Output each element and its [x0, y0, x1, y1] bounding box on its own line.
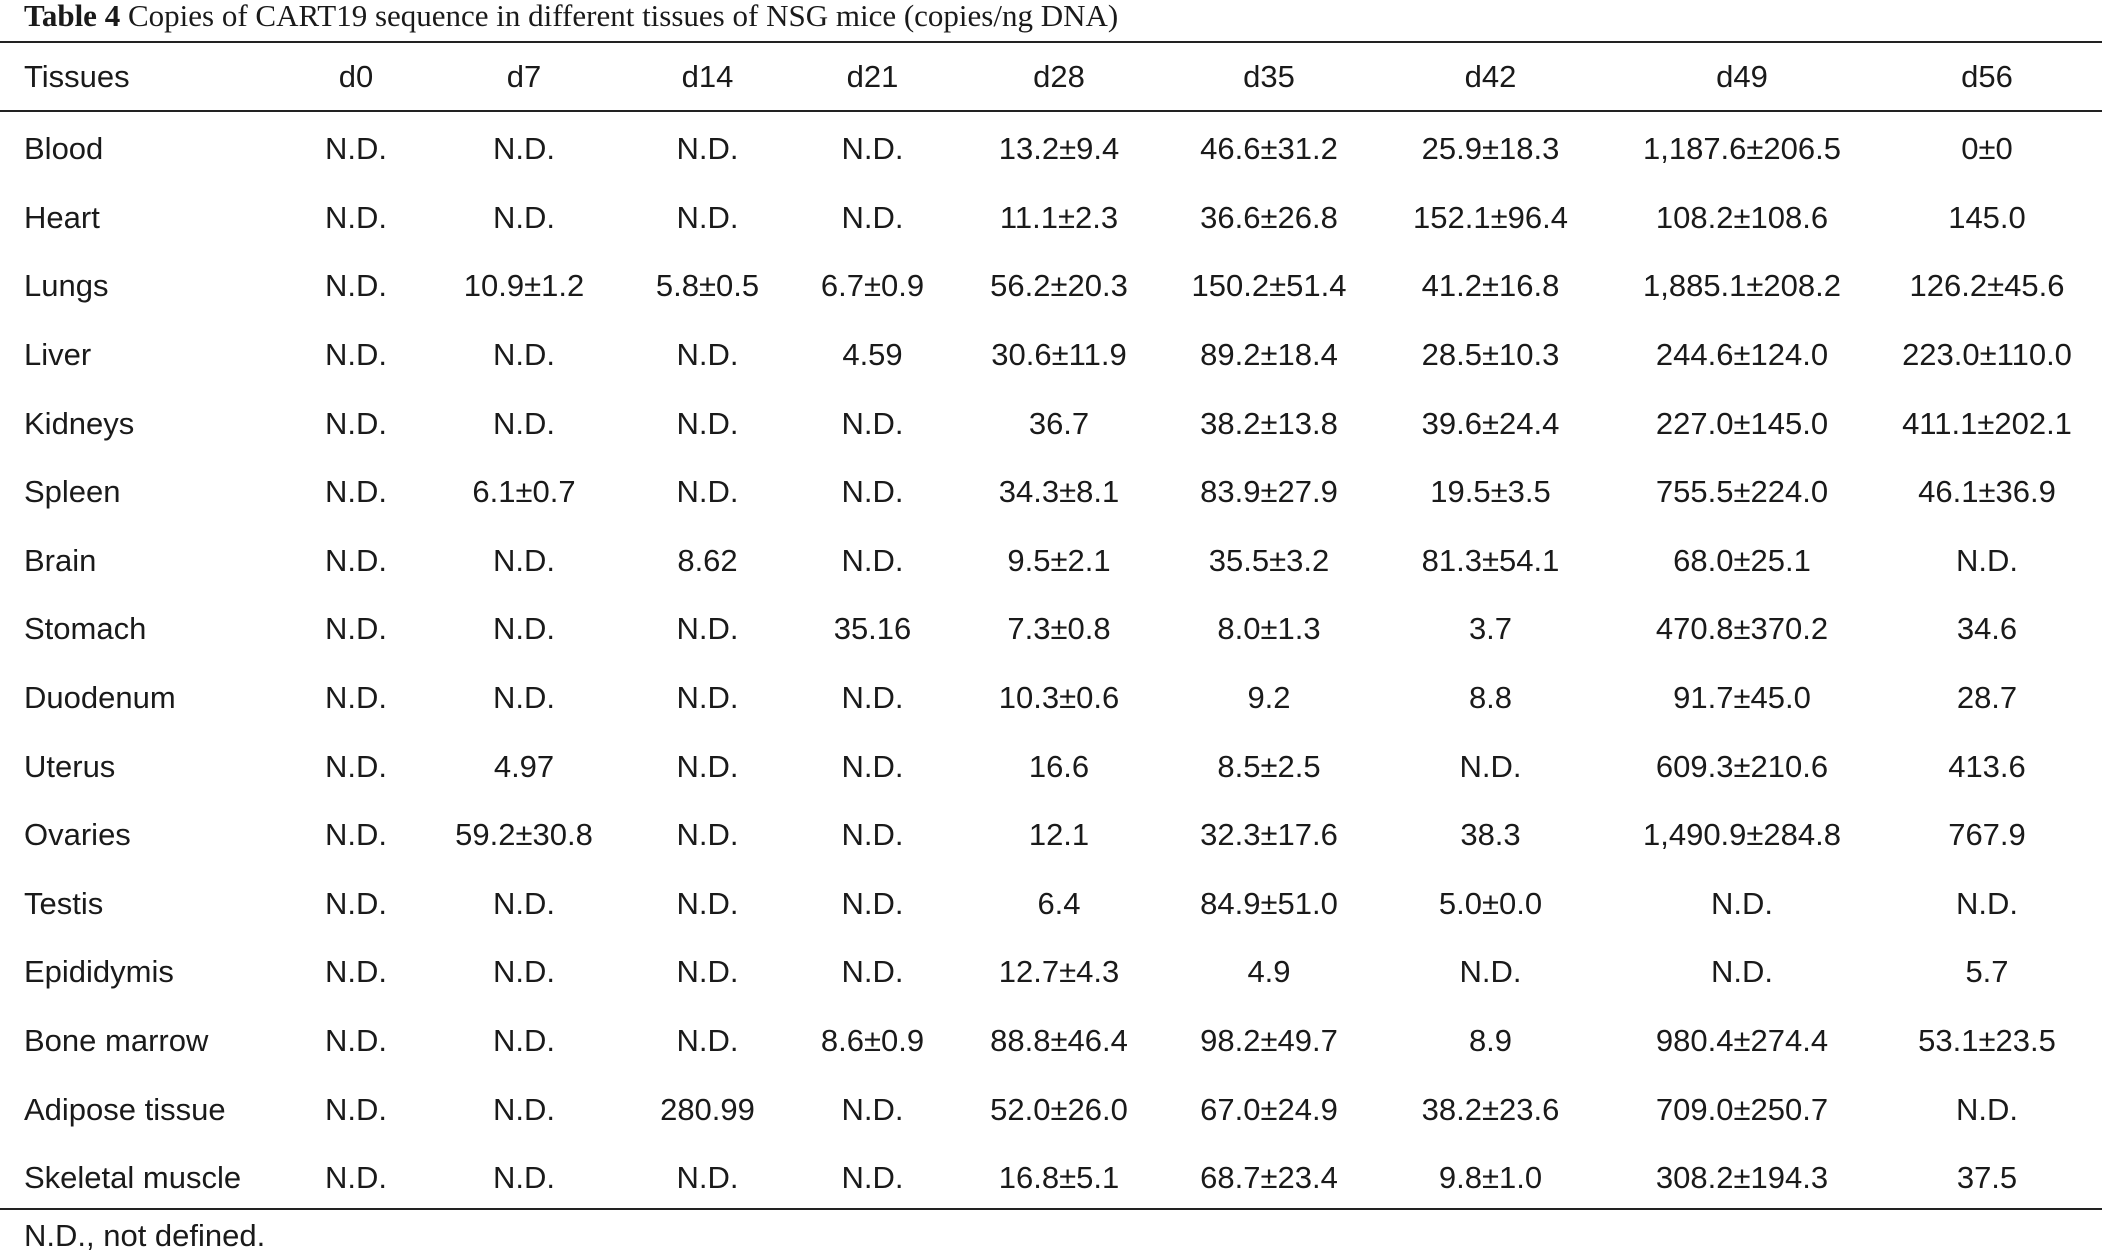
value-cell-d28: 11.1±2.3 — [999, 199, 1119, 235]
value-cell-d35: 36.6±26.8 — [1200, 199, 1338, 235]
value-cell-d0: N.D. — [325, 337, 387, 373]
value-cell-d42: 38.3 — [1460, 817, 1521, 853]
table-caption-text: Copies of CART19 sequence in different tissues of NSG mice (copies/ng DNA) — [127, 0, 1119, 33]
value-cell-d0: N.D. — [325, 748, 387, 784]
value-cell-d49: 755.5±224.0 — [1655, 474, 1829, 510]
value-cell-d28: 56.2±20.3 — [990, 268, 1128, 304]
value-cell-d35: 9.2 — [1247, 680, 1291, 716]
value-cell-d42: 41.2±16.8 — [1421, 268, 1560, 304]
value-cell-d7: N.D. — [493, 1023, 555, 1059]
value-cell-d0: N.D. — [325, 885, 387, 921]
value-cell-d14: N.D. — [676, 1160, 739, 1196]
value-cell-d35: 35.5±3.2 — [1208, 542, 1330, 578]
value-cell-d7: N.D. — [493, 1160, 555, 1196]
value-cell-d42: 28.5±10.3 — [1421, 337, 1560, 373]
value-cell-d7: N.D. — [493, 1091, 555, 1127]
value-cell-d14: N.D. — [676, 954, 739, 990]
tissue-name-cell: Lungs — [24, 268, 109, 304]
value-cell-d14: 8.62 — [677, 542, 738, 578]
table-row — [0, 115, 2102, 184]
value-cell-d14: N.D. — [676, 131, 739, 167]
tissue-name-cell: Bone marrow — [24, 1023, 209, 1059]
tissue-name-cell: Kidneys — [24, 405, 135, 441]
value-cell-d49: 108.2±108.6 — [1655, 199, 1829, 235]
value-cell-d21: N.D. — [841, 405, 904, 441]
value-cell-d21: N.D. — [841, 199, 904, 235]
value-cell-d28: 88.8±46.4 — [990, 1023, 1128, 1059]
value-cell-d14: N.D. — [676, 474, 739, 510]
table-row — [0, 458, 2102, 527]
value-cell-d0: N.D. — [325, 131, 387, 167]
value-cell-d56: 34.6 — [1956, 611, 2018, 647]
value-cell-d56: 37.5 — [1956, 1160, 2018, 1196]
table-header — [0, 42, 2102, 111]
value-cell-d56: 411.1±202.1 — [1902, 405, 2072, 441]
value-cell-d56: N.D. — [1956, 885, 2018, 921]
value-cell-d35: 98.2±49.7 — [1200, 1023, 1338, 1059]
value-cell-d21: 4.59 — [842, 337, 903, 373]
column-header-d14: d14 — [681, 58, 734, 94]
value-cell-d0: N.D. — [325, 611, 387, 647]
value-cell-d7: 10.9±1.2 — [463, 268, 585, 304]
value-cell-d28: 6.4 — [1037, 885, 1081, 921]
tissue-name-cell: Heart — [24, 199, 100, 235]
value-cell-d42: 5.0±0.0 — [1438, 885, 1543, 921]
tissue-name-cell: Stomach — [24, 611, 147, 647]
value-cell-d0: N.D. — [325, 954, 387, 990]
value-cell-d21: N.D. — [841, 954, 904, 990]
value-cell-d49: N.D. — [1711, 885, 1773, 921]
table-caption-label: Table 4 — [24, 0, 121, 33]
value-cell-d14: N.D. — [676, 199, 739, 235]
value-cell-d7: N.D. — [493, 337, 555, 373]
value-cell-d49: 980.4±274.4 — [1655, 1023, 1829, 1059]
value-cell-d42: 19.5±3.5 — [1430, 474, 1551, 510]
value-cell-d28: 52.0±26.0 — [990, 1091, 1128, 1127]
column-header-d35: d35 — [1243, 58, 1295, 94]
value-cell-d28: 12.1 — [1028, 817, 1090, 853]
value-cell-d42: 152.1±96.4 — [1413, 199, 1568, 235]
value-cell-d56: 767.9 — [1948, 817, 2026, 853]
value-cell-d14: N.D. — [676, 817, 739, 853]
value-cell-d7: N.D. — [493, 131, 555, 167]
table-body — [0, 111, 2102, 1213]
value-cell-d49: 1,490.9±284.8 — [1642, 817, 1842, 853]
value-cell-d49: 68.0±25.1 — [1673, 542, 1811, 578]
data-table — [0, 42, 2102, 1213]
value-cell-d14: N.D. — [676, 1023, 739, 1059]
value-cell-d21: 6.7±0.9 — [820, 268, 925, 304]
value-cell-d14: N.D. — [676, 405, 739, 441]
tissue-name-cell: Testis — [24, 885, 104, 921]
tissue-name-cell: Epididymis — [24, 954, 174, 990]
value-cell-d7: N.D. — [493, 680, 555, 716]
value-cell-d0: N.D. — [325, 680, 387, 716]
value-cell-d56: 126.2±45.6 — [1909, 268, 2065, 304]
tissue-name-cell: Liver — [24, 337, 92, 373]
value-cell-d0: N.D. — [325, 1023, 387, 1059]
value-cell-d56: 5.7 — [1965, 954, 2009, 990]
value-cell-d14: 280.99 — [660, 1091, 755, 1127]
value-cell-d42: N.D. — [1459, 748, 1522, 784]
value-cell-d49: 308.2±194.3 — [1655, 1160, 1829, 1196]
value-cell-d7: N.D. — [493, 199, 555, 235]
table-row — [0, 938, 2102, 1007]
value-cell-d35: 4.9 — [1247, 954, 1291, 990]
value-cell-d42: 8.8 — [1468, 680, 1513, 716]
table-footnote: N.D., not defined. — [24, 1218, 266, 1253]
value-cell-d28: 16.6 — [1028, 748, 1090, 784]
value-cell-d49: 1,885.1±208.2 — [1642, 268, 1842, 304]
value-cell-d49: 470.8±370.2 — [1655, 611, 1829, 647]
value-cell-d28: 36.7 — [1028, 405, 1090, 441]
value-cell-d42: 39.6±24.4 — [1421, 405, 1560, 441]
value-cell-d42: N.D. — [1459, 954, 1522, 990]
value-cell-d56: 53.1±23.5 — [1918, 1023, 2056, 1059]
table-row — [0, 801, 2102, 870]
value-cell-d35: 46.6±31.2 — [1200, 131, 1338, 167]
table-row — [0, 595, 2102, 664]
column-header-tissues: Tissues — [24, 58, 130, 94]
value-cell-d56: 223.0±110.0 — [1902, 337, 2072, 373]
value-cell-d35: 32.3±17.6 — [1200, 817, 1338, 853]
tissue-name-cell: Skeletal muscle — [24, 1160, 242, 1196]
value-cell-d35: 150.2±51.4 — [1191, 268, 1347, 304]
value-cell-d7: 59.2±30.8 — [455, 817, 593, 853]
column-header-d56: d56 — [1961, 58, 2013, 94]
value-cell-d0: N.D. — [325, 817, 387, 853]
table-row — [0, 321, 2102, 390]
value-cell-d14: N.D. — [676, 885, 739, 921]
value-cell-d21: 35.16 — [833, 611, 912, 647]
column-header-d0: d0 — [338, 58, 374, 94]
tissue-name-cell: Ovaries — [24, 817, 131, 853]
value-cell-d7: 6.1±0.7 — [472, 474, 576, 510]
table-row — [0, 870, 2102, 939]
table-row — [0, 664, 2102, 733]
column-header-d28: d28 — [1033, 58, 1085, 94]
value-cell-d28: 12.7±4.3 — [998, 954, 1120, 990]
value-cell-d35: 67.0±24.9 — [1200, 1091, 1338, 1127]
value-cell-d56: 46.1±36.9 — [1918, 474, 2056, 510]
value-cell-d21: N.D. — [841, 817, 904, 853]
table-caption — [24, 0, 1118, 40]
value-cell-d42: 38.2±23.6 — [1421, 1091, 1560, 1127]
column-header-d49: d49 — [1716, 58, 1768, 94]
value-cell-d56: 413.6 — [1948, 748, 2026, 784]
value-cell-d49: 227.0±145.0 — [1655, 405, 1829, 441]
value-cell-d0: N.D. — [325, 542, 387, 578]
table-row — [0, 252, 2102, 321]
value-cell-d21: N.D. — [841, 748, 904, 784]
tissue-name-cell: Uterus — [24, 748, 116, 784]
table-row — [0, 1144, 2102, 1213]
value-cell-d21: N.D. — [841, 131, 904, 167]
value-cell-d35: 38.2±13.8 — [1200, 405, 1338, 441]
value-cell-d56: N.D. — [1956, 1091, 2018, 1127]
value-cell-d56: N.D. — [1956, 542, 2018, 578]
value-cell-d14: N.D. — [676, 611, 739, 647]
value-cell-d56: 0±0 — [1961, 131, 2013, 167]
value-cell-d21: 8.6±0.9 — [820, 1023, 925, 1059]
value-cell-d14: N.D. — [676, 748, 739, 784]
value-cell-d28: 34.3±8.1 — [998, 474, 1120, 510]
value-cell-d49: 91.7±45.0 — [1673, 680, 1811, 716]
table-row — [0, 184, 2102, 253]
value-cell-d0: N.D. — [325, 1091, 387, 1127]
value-cell-d35: 8.5±2.5 — [1217, 748, 1321, 784]
value-cell-d7: N.D. — [493, 885, 555, 921]
value-cell-d0: N.D. — [325, 199, 387, 235]
value-cell-d0: N.D. — [325, 405, 387, 441]
value-cell-d49: 244.6±124.0 — [1655, 337, 1829, 373]
value-cell-d21: N.D. — [841, 542, 904, 578]
value-cell-d49: N.D. — [1711, 954, 1773, 990]
value-cell-d7: 4.97 — [493, 748, 555, 784]
value-cell-d49: 609.3±210.6 — [1655, 748, 1829, 784]
value-cell-d42: 8.9 — [1468, 1023, 1513, 1059]
value-cell-d0: N.D. — [325, 1160, 387, 1196]
value-cell-d21: N.D. — [841, 680, 904, 716]
value-cell-d35: 68.7±23.4 — [1200, 1160, 1338, 1196]
value-cell-d0: N.D. — [325, 474, 387, 510]
value-cell-d28: 9.5±2.1 — [1007, 542, 1111, 578]
value-cell-d35: 84.9±51.0 — [1200, 885, 1338, 921]
value-cell-d28: 7.3±0.8 — [1007, 611, 1111, 647]
table-row — [0, 1075, 2102, 1144]
value-cell-d42: 81.3±54.1 — [1421, 542, 1560, 578]
value-cell-d42: 3.7 — [1468, 611, 1513, 647]
value-cell-d21: N.D. — [841, 1091, 904, 1127]
value-cell-d49: 1,187.6±206.5 — [1642, 131, 1842, 167]
value-cell-d42: 25.9±18.3 — [1421, 131, 1560, 167]
value-cell-d28: 10.3±0.6 — [998, 680, 1120, 716]
tissue-name-cell: Blood — [24, 131, 104, 167]
value-cell-d21: N.D. — [841, 885, 904, 921]
value-cell-d14: 5.8±0.5 — [655, 268, 760, 304]
value-cell-d28: 30.6±11.9 — [991, 337, 1127, 373]
value-cell-d28: 13.2±9.4 — [998, 131, 1120, 167]
value-cell-d0: N.D. — [325, 268, 387, 304]
column-header-d7: d7 — [506, 58, 542, 94]
value-cell-d14: N.D. — [676, 680, 739, 716]
table-row — [0, 732, 2102, 801]
value-cell-d56: 145.0 — [1948, 199, 2026, 235]
value-cell-d35: 89.2±18.4 — [1200, 337, 1338, 373]
value-cell-d21: N.D. — [841, 1160, 904, 1196]
value-cell-d21: N.D. — [841, 474, 904, 510]
tissue-name-cell: Duodenum — [24, 680, 176, 716]
table-row — [0, 389, 2102, 458]
value-cell-d56: 28.7 — [1956, 680, 2018, 716]
tissue-name-cell: Adipose tissue — [24, 1091, 226, 1127]
value-cell-d7: N.D. — [493, 954, 555, 990]
value-cell-d35: 8.0±1.3 — [1217, 611, 1321, 647]
value-cell-d7: N.D. — [493, 611, 555, 647]
value-cell-d35: 83.9±27.9 — [1200, 474, 1338, 510]
value-cell-d42: 9.8±1.0 — [1438, 1160, 1543, 1196]
value-cell-d14: N.D. — [676, 337, 739, 373]
value-cell-d7: N.D. — [493, 542, 555, 578]
value-cell-d28: 16.8±5.1 — [998, 1160, 1120, 1196]
value-cell-d7: N.D. — [493, 405, 555, 441]
column-header-d42: d42 — [1464, 58, 1517, 94]
value-cell-d49: 709.0±250.7 — [1655, 1091, 1829, 1127]
table-row — [0, 1007, 2102, 1076]
header-row — [0, 42, 2102, 111]
table-row — [0, 527, 2102, 596]
tissue-name-cell: Spleen — [24, 474, 121, 510]
tissue-name-cell: Brain — [24, 542, 97, 578]
column-header-d21: d21 — [846, 58, 899, 94]
